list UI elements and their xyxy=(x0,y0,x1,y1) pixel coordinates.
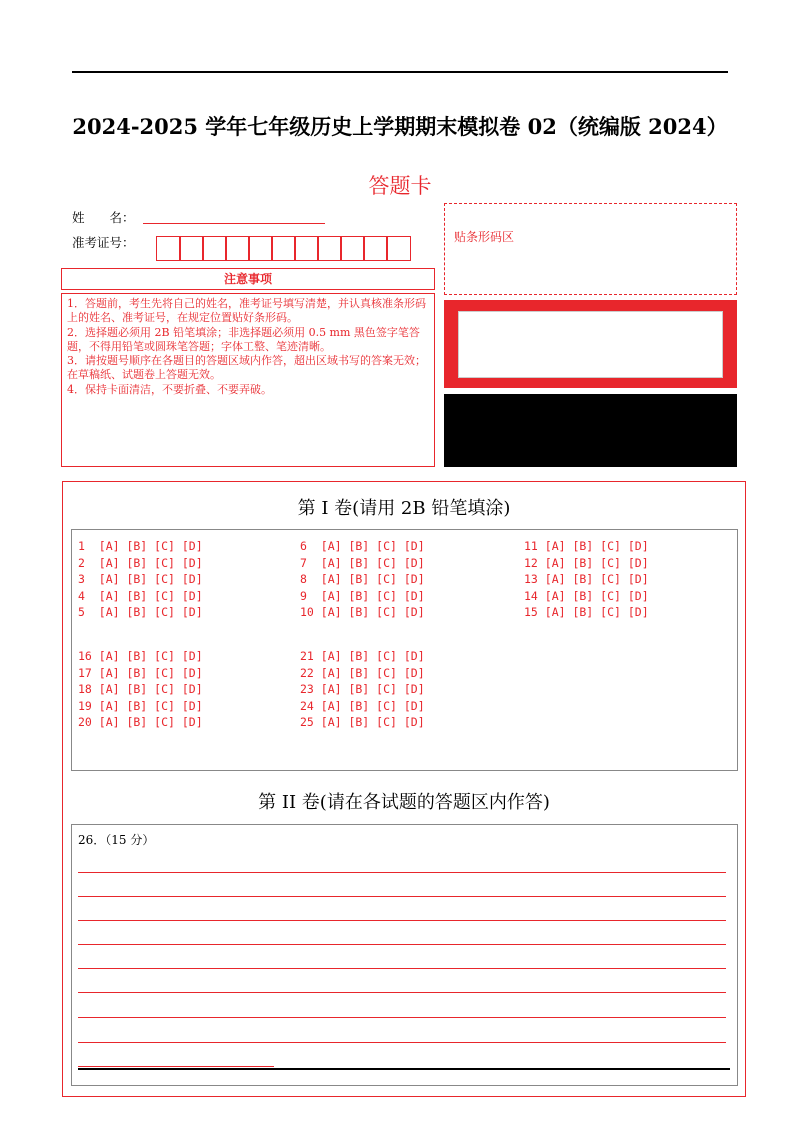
id-digit-box[interactable] xyxy=(294,236,319,261)
choice-question[interactable]: 24 [A] [B] [C] [D] xyxy=(300,698,425,713)
choice-question[interactable]: 7 [A] [B] [C] [D] xyxy=(300,555,425,570)
id-digit-box[interactable] xyxy=(156,236,181,261)
choice-question[interactable]: 10 [A] [B] [C] [D] xyxy=(300,605,425,619)
barcode-label: 贴条形码区 xyxy=(454,230,515,244)
choice-question[interactable]: 13 [A] [B] [C] [D] xyxy=(524,572,649,586)
choice-question[interactable]: 9 [A] [B] [C] [D] xyxy=(300,588,425,603)
answer-line[interactable] xyxy=(78,1042,726,1043)
choice-question[interactable]: 14 [A] [B] [C] [D] xyxy=(524,588,649,603)
answer-line-short[interactable] xyxy=(78,1066,274,1067)
choice-question[interactable]: 20 [A] [B] [C] [D] xyxy=(78,715,203,729)
choice-question[interactable]: 23 [A] [B] [C] [D] xyxy=(300,682,425,696)
choice-question[interactable]: 21 [A] [B] [C] [D] xyxy=(300,649,425,663)
id-digit-box[interactable] xyxy=(225,236,250,261)
essay-answer-box[interactable] xyxy=(71,824,738,1086)
choice-question[interactable]: 15 [A] [B] [C] [D] xyxy=(524,605,649,619)
choice-question[interactable]: 11 [A] [B] [C] [D] xyxy=(524,539,649,553)
notice-item: 1．答题前，考生先将自己的姓名，准考证号填写清楚，并认真核准条形码上的姓名、准考证号，在规定位置贴好条形码。 xyxy=(67,297,426,325)
id-digit-box[interactable] xyxy=(317,236,342,261)
notice-item: 2．选择题必须用 2B 铅笔填涂；非选择题必须用 0.5 mm 黑色签字笔答题，不得用铅笔或圆珠笔答题；字体工整、笔迹清晰。 xyxy=(67,325,420,353)
choice-question[interactable]: 17 [A] [B] [C] [D] xyxy=(78,665,203,680)
choice-question[interactable]: 25 [A] [B] [C] [D] xyxy=(300,715,425,729)
choice-question[interactable]: 5 [A] [B] [C] [D] xyxy=(78,605,203,619)
id-digit-box[interactable] xyxy=(202,236,227,261)
choice-question[interactable]: 1 [A] [B] [C] [D] xyxy=(78,539,203,553)
black-marker-block xyxy=(444,394,737,467)
answer-line[interactable] xyxy=(78,1017,726,1018)
choice-question[interactable]: 3 [A] [B] [C] [D] xyxy=(78,572,203,586)
choice-question[interactable]: 19 [A] [B] [C] [D] xyxy=(78,698,203,713)
page-title: 2024-2025 学年七年级历史上学期期末模拟卷 02（统编版 2024） xyxy=(72,114,728,139)
section1-title: 第 I 卷(请用 2B 铅笔填涂) xyxy=(297,498,511,519)
marker-white-box xyxy=(458,311,723,378)
id-digit-box[interactable] xyxy=(179,236,204,261)
answer-line[interactable] xyxy=(78,992,726,993)
id-digit-box[interactable] xyxy=(248,236,273,261)
choice-question[interactable]: 8 [A] [B] [C] [D] xyxy=(300,572,425,586)
barcode-area xyxy=(444,203,737,295)
notice-item: 4．保持卡面清洁，不要折叠、不要弄破。 xyxy=(67,382,272,396)
top-rule xyxy=(72,71,728,73)
choice-question[interactable]: 6 [A] [B] [C] [D] xyxy=(300,539,425,553)
answer-line[interactable] xyxy=(78,872,726,873)
bottom-rule xyxy=(78,1068,730,1070)
answer-line[interactable] xyxy=(78,944,726,945)
notice-body xyxy=(61,293,435,467)
page-subtitle: 答题卡 xyxy=(368,174,432,198)
choice-question[interactable]: 12 [A] [B] [C] [D] xyxy=(524,555,649,570)
id-digit-box[interactable] xyxy=(340,236,365,261)
choice-question[interactable]: 18 [A] [B] [C] [D] xyxy=(78,682,203,696)
choice-question[interactable]: 2 [A] [B] [C] [D] xyxy=(78,555,203,570)
answer-line[interactable] xyxy=(78,920,726,921)
id-number-boxes[interactable] xyxy=(156,236,411,261)
question-26-label: 26．（15 分） xyxy=(78,833,155,847)
name-label: 姓 名： xyxy=(72,210,135,225)
id-label: 准考证号： xyxy=(72,235,135,250)
name-field[interactable] xyxy=(143,223,325,224)
choice-question[interactable]: 16 [A] [B] [C] [D] xyxy=(78,649,203,663)
id-digit-box[interactable] xyxy=(363,236,388,261)
choice-question[interactable]: 22 [A] [B] [C] [D] xyxy=(300,665,425,680)
id-digit-box[interactable] xyxy=(386,236,411,261)
notice-item: 3．请按题号顺序在各题目的答题区域内作答，超出区域书写的答案无效；在草稿纸、试题卷上答题无效。 xyxy=(67,354,426,382)
choice-question[interactable]: 4 [A] [B] [C] [D] xyxy=(78,588,203,603)
answer-line[interactable] xyxy=(78,968,726,969)
notice-title: 注意事项 xyxy=(61,268,435,290)
id-digit-box[interactable] xyxy=(271,236,296,261)
answer-line[interactable] xyxy=(78,896,726,897)
section2-title: 第 II 卷(请在各试题的答题区内作答) xyxy=(258,792,550,813)
